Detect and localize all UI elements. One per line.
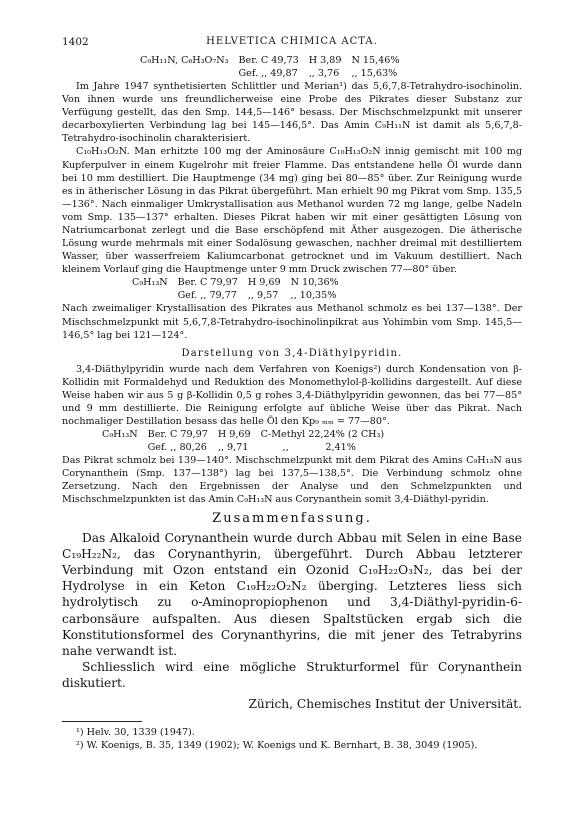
- analysis-table-3: [102, 428, 394, 454]
- analysis-ber-row: [102, 428, 394, 441]
- analysis-table-2: [132, 276, 349, 302]
- analysis-table-1: [140, 54, 410, 80]
- footnotes: [62, 726, 522, 752]
- page-header: [62, 36, 522, 54]
- footnote: ¹) Helv. 30, 1339 (1947).: [76, 726, 195, 738]
- institute-line: Zürich, Chemisches Institut der Universität.: [248, 696, 522, 711]
- summary-paragraph: Schliesslich wird eine mögliche Strukturformel für Corynanthein diskutiert.: [62, 660, 522, 691]
- footnote-divider: [62, 721, 142, 722]
- journal-title: HELVETICA CHIMICA ACTA.: [206, 36, 378, 47]
- section-title: Darstellung von 3,4-Diäthylpyridin.: [181, 347, 403, 359]
- paragraph: Nach zweimaliger Krystallisation des Pikrates aus Methanol schmolz es bei 137—138°. Der Mischschmelzpunkt mit 5,6,7,8-Tetrahydro-isochinolinpikrat aus Yohimbin vom Smp. 145,5—146,5° lag bei 121—124°.: [62, 303, 522, 341]
- summary-paragraph: Das Alkaloid Corynanthein wurde durch Abbau mit Selen in eine Base C₁₉H₂₂N₂, das Corynanthyrin, übergeführt. Durch Abbau letzterer Verbindung mit Ozon entstand ein Ozonid C₁₉H₂₂O₃N₂, das bei der Hydrolyse in ein Keton C₁₉H₂₂O₂N₂ überging. Letzteres liess sich hydrolytisch zu o-Aminopropiophenon und 3,4-Diäthyl-pyridin-6-carbonsäure aufspalten. Aus diesen Spaltstücken ergab sich die Konstitutionsformel des Corynanthyrins, die mit jener des Tetrabyrins nahe verwandt ist.: [62, 530, 522, 658]
- paragraph: Das Pikrat schmolz bei 139—140°. Mischschmelzpunkt mit dem Pikrat des Amins C₉H₁₃N aus Corynanthein (Smp. 137—138°) lag bei 137,5—138,5°. Die Verbindung schmolz ohne Zersetzung. Nach den Ergebnissen der Analyse und den Schmelzpunkten und Mischschmelzpunkten ist das Amin C₉H₁₃N aus Corynanthein somit 3,4-Diäthyl-pyridin.: [62, 455, 522, 506]
- analysis-value: N 15,46%: [351, 55, 400, 66]
- body-text-4: [62, 454, 522, 506]
- analysis-ber-row: [132, 276, 349, 289]
- analysis-value: Ber. C 79,97: [147, 429, 208, 441]
- analysis-formula: C₉H₁₃N: [102, 429, 138, 441]
- paragraph: C₁₀H₁₃O₂N. Man erhitzte 100 mg der Aminosäure C₁₀H₁₃O₂N innig gemischt mit 100 mg Kupferpulver in einem Kugelrohr mit freier Flamme. Das entstandene helle Öl wurde dann bei 10 mm destilliert. Die Hauptmenge (34 mg) ging bei 80—85° über. Zur Reinigung wurde es in ätherischer Lösung in das Pikrat übergeführt. Man erhielt 90 mg Pikrat vom Smp. 135,5—136°. Nach einmaliger Umkrystallisation aus Methanol wurden 72 mg lange, gelbe Nadeln vom Smp. 135—137° erhalten. Dieses Pikrat haben wir mit einer gesättigten Lösung von Natriumcarbonat zerlegt und die Base erschöpfend mit Äther ausgezogen. Die ätherische Lösung wurde mehrmals mit einer Sodalösung gewaschen, nachher dreimal mit destilliertem Wasser, über wasserfreiem Kaliumcarbonat getrocknet und im Vakuum destilliert. Nach kleinem Vorlauf ging die Hauptmenge unter 9 mm Druck zwischen 77—80° über.: [62, 146, 522, 276]
- body-text-2: [62, 302, 522, 341]
- analysis-formula: C₉H₁₃N: [132, 277, 168, 289]
- document-page: [62, 36, 522, 752]
- analysis-value: H 3,89: [308, 55, 342, 66]
- analysis-gef-row: [140, 67, 410, 80]
- analysis-value: ,,: [282, 442, 289, 454]
- analysis-value: C-Methyl 22,24% (2 CH₃): [260, 429, 385, 441]
- analysis-value: ,, 15,63%: [351, 68, 398, 79]
- analysis-ber-row: [140, 54, 410, 67]
- analysis-value: 2,41%: [325, 442, 356, 454]
- analysis-value: H 9,69: [247, 277, 281, 289]
- analysis-formula: C₉H₁₁N, C₆H₃O₇N₃: [140, 55, 229, 66]
- body-text-3: [62, 363, 522, 428]
- analysis-value: Ber. C 49,73: [238, 55, 299, 66]
- body-text-1: [62, 80, 522, 276]
- analysis-value: Ber. C 79,97: [177, 277, 238, 289]
- analysis-value: Gef. ,, 80,26: [147, 442, 207, 454]
- page-number: 1402: [62, 36, 89, 48]
- summary-text: [62, 530, 522, 692]
- analysis-value: ,, 10,35%: [290, 290, 337, 302]
- summary-title: Zusammenfassung.: [212, 510, 372, 526]
- analysis-value: Gef. ,, 49,87: [238, 68, 298, 79]
- analysis-value: ,, 9,57: [247, 290, 279, 302]
- analysis-value: H 9,69: [217, 429, 251, 441]
- analysis-value: ,, 9,71: [217, 442, 249, 454]
- paragraph: 3,4-Diäthylpyridin wurde nach dem Verfahren von Koenigs²) durch Kondensation von β-Kollidin mit Formaldehyd und Reduktion des Monomethylol-β-kollidins dargestellt. Auf diese Weise haben wir aus 5 g β-Kollidin 0,5 g rohes 3,4-Diäthylpyridin gewonnen, das bei 77—85° und 9 mm destillierte. Die Reinigung erfolgte auf übliche Weise über das Pikrat. Nach nochmaliger Destillation besass das helle Öl den Kp₉ ₘₘ = 77—80°.: [62, 363, 522, 428]
- analysis-gef-row: [132, 289, 349, 302]
- analysis-value: Gef. ,, 79,77: [177, 290, 237, 302]
- analysis-value: ,, 3,76: [308, 68, 340, 79]
- analysis-value: N 10,36%: [290, 277, 339, 289]
- footnote: ²) W. Koenigs, B. 35, 1349 (1902); W. Koenigs und K. Bernhart, B. 38, 3049 (1905).: [76, 739, 478, 751]
- paragraph: Im Jahre 1947 synthetisierten Schlittler und Merian¹) das 5,6,7,8-Tetrahydro-isochinolin. Von ihnen wurde uns freundlicherweise eine Probe des Pikrates dieser Substanz zur Verfügung gestellt, das den Smp. 144,5—146° besass. Der Mischschmelzpunkt mit unserer decarboxylierten Verbindung lag bei 145—146,5°. Das Amin C₉H₁₁N ist damit als 5,6,7,8-Tetrahydro-isochinolin charakterisiert.: [62, 81, 522, 145]
- analysis-gef-row: [102, 441, 394, 454]
